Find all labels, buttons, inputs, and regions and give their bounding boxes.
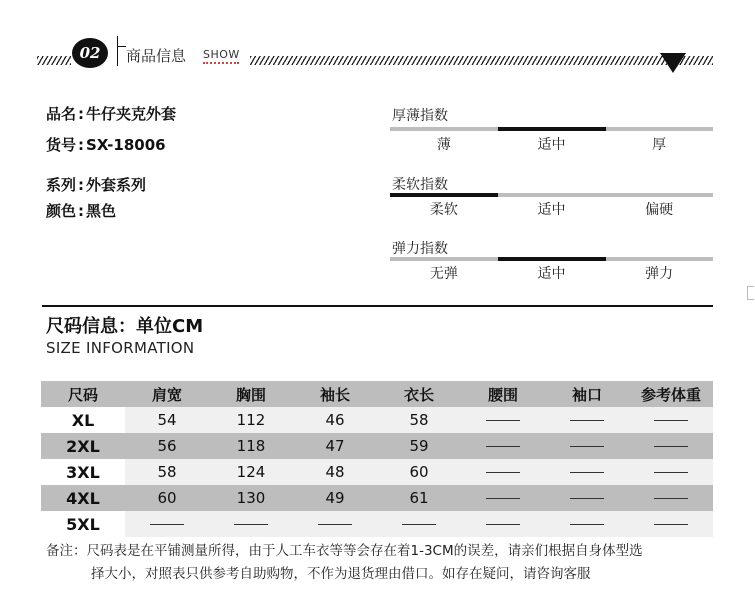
table-cell	[293, 511, 377, 537]
table-cell	[377, 511, 461, 537]
softness-option-hard: 偏硬	[645, 202, 674, 218]
table-cell: 48	[293, 459, 377, 485]
table-cell	[209, 511, 293, 537]
elasticity-index-bar	[390, 257, 713, 261]
table-cell: 60	[377, 459, 461, 485]
size-info-title: 尺码信息：单位CM	[46, 316, 204, 337]
elasticity-option-stretch: 弹力	[645, 266, 674, 282]
size-note-line-1: 备注：尺码表是在平铺测量所得，由于人工车衣等等会存在着1-3CM的误差，请亲们根据自身体型选	[46, 543, 643, 559]
header-size: 尺码	[41, 381, 125, 407]
header-cuff: 袖口	[545, 381, 629, 407]
product-color: 颜色 : 黑色	[46, 202, 117, 220]
table-cell	[545, 407, 629, 433]
header-weight: 参考体重	[629, 381, 713, 407]
table-cell	[545, 485, 629, 511]
table-cell	[461, 433, 545, 459]
table-row	[41, 407, 713, 433]
size-note	[46, 540, 718, 586]
empty-value-dash	[570, 524, 604, 525]
header-hatch-left	[37, 56, 71, 65]
table-cell: 60	[125, 485, 209, 511]
elasticity-index-title: 弹力指数	[392, 241, 448, 257]
empty-value-dash	[654, 420, 688, 421]
table-cell: 130	[209, 485, 293, 511]
product-name-value: 牛仔夹克外套	[86, 105, 177, 123]
size-cell: XL	[41, 407, 125, 433]
size-cell: 3XL	[41, 459, 125, 485]
section-title: 商品信息	[126, 47, 187, 65]
empty-value-dash	[654, 524, 688, 525]
header-shoulder: 肩宽	[125, 381, 209, 407]
empty-value-dash	[486, 472, 520, 473]
table-cell	[629, 433, 713, 459]
softness-index-labels	[390, 199, 713, 219]
empty-value-dash	[570, 498, 604, 499]
empty-value-dash	[318, 524, 352, 525]
empty-value-dash	[486, 524, 520, 525]
product-name: 品名 : 牛仔夹克外套	[46, 105, 177, 123]
header-waist: 腰围	[461, 381, 545, 407]
product-code-label: 货号	[46, 136, 77, 154]
table-cell	[461, 485, 545, 511]
table-row	[41, 433, 713, 459]
table-cell: 59	[377, 433, 461, 459]
header-sleeve: 袖长	[293, 381, 377, 407]
product-color-label: 颜色	[46, 202, 77, 220]
table-cell: 58	[125, 459, 209, 485]
table-cell: 124	[209, 459, 293, 485]
product-series-label: 系列	[46, 176, 77, 194]
product-color-value: 黑色	[86, 202, 117, 220]
elasticity-index-labels	[390, 263, 713, 283]
header-length: 衣长	[377, 381, 461, 407]
table-cell	[461, 459, 545, 485]
empty-value-dash	[570, 446, 604, 447]
empty-value-dash	[570, 420, 604, 421]
thickness-index-labels	[390, 134, 713, 154]
softness-index-title: 柔软指数	[392, 177, 448, 193]
table-cell	[125, 511, 209, 537]
table-cell	[545, 459, 629, 485]
table-cell	[629, 485, 713, 511]
product-series: 系列 : 外套系列	[46, 176, 147, 194]
empty-value-dash	[570, 472, 604, 473]
header-chest: 胸围	[209, 381, 293, 407]
elasticity-option-none: 无弹	[429, 266, 458, 282]
empty-value-dash	[486, 446, 520, 447]
thickness-option-thick: 厚	[652, 137, 667, 153]
size-cell: 5XL	[41, 511, 125, 537]
empty-value-dash	[654, 472, 688, 473]
table-cell	[545, 511, 629, 537]
table-cell	[629, 459, 713, 485]
thickness-index-indicator	[498, 127, 606, 131]
table-row	[41, 459, 713, 485]
empty-value-dash	[486, 420, 520, 421]
size-cell: 4XL	[41, 485, 125, 511]
thickness-index-title: 厚薄指数	[392, 108, 448, 124]
table-cell: 49	[293, 485, 377, 511]
table-cell: 118	[209, 433, 293, 459]
softness-option-medium: 适中	[537, 202, 566, 218]
table-cell	[461, 407, 545, 433]
table-cell: 46	[293, 407, 377, 433]
softness-index-bar	[390, 193, 713, 197]
size-table	[41, 381, 713, 537]
softness-index-indicator	[390, 193, 498, 197]
empty-value-dash	[654, 446, 688, 447]
size-info-subtitle: SIZE INFORMATION	[46, 339, 195, 357]
table-cell: 47	[293, 433, 377, 459]
product-code-value: SX-18006	[86, 136, 166, 154]
empty-value-dash	[486, 498, 520, 499]
table-row	[41, 511, 713, 537]
table-row	[41, 485, 713, 511]
header-divider	[117, 36, 118, 66]
header-dots	[203, 62, 239, 64]
size-cell: 2XL	[41, 433, 125, 459]
table-cell	[629, 407, 713, 433]
empty-value-dash	[402, 524, 436, 525]
table-cell: 112	[209, 407, 293, 433]
header-divider-h	[117, 46, 126, 47]
table-cell: 56	[125, 433, 209, 459]
table-cell	[629, 511, 713, 537]
table-cell	[545, 433, 629, 459]
triangle-marker-icon	[660, 53, 686, 73]
product-name-label: 品名	[46, 105, 77, 123]
edge-mark	[747, 286, 754, 300]
table-cell: 58	[377, 407, 461, 433]
product-series-value: 外套系列	[86, 176, 147, 194]
section-number-badge: 02	[72, 38, 108, 68]
table-cell: 54	[125, 407, 209, 433]
empty-value-dash	[150, 524, 184, 525]
size-note-line-2: 择大小，对照表只供参考自助购物，不作为退货理由借口。如存在疑问，请咨询客服	[91, 566, 591, 582]
empty-value-dash	[654, 498, 688, 499]
thickness-option-thin: 薄	[436, 137, 451, 153]
size-table-header	[41, 381, 713, 407]
elasticity-index-indicator	[498, 257, 606, 261]
section-title-en: SHOW	[203, 48, 240, 61]
thickness-index-bar	[390, 127, 713, 131]
product-code: 货号 : SX-18006	[46, 136, 166, 154]
elasticity-option-medium: 适中	[537, 266, 566, 282]
table-cell	[461, 511, 545, 537]
softness-option-soft: 柔软	[429, 202, 458, 218]
table-cell: 61	[377, 485, 461, 511]
header-hatch-right	[250, 56, 713, 65]
size-section-divider	[42, 305, 713, 307]
empty-value-dash	[234, 524, 268, 525]
thickness-option-medium: 适中	[537, 137, 566, 153]
